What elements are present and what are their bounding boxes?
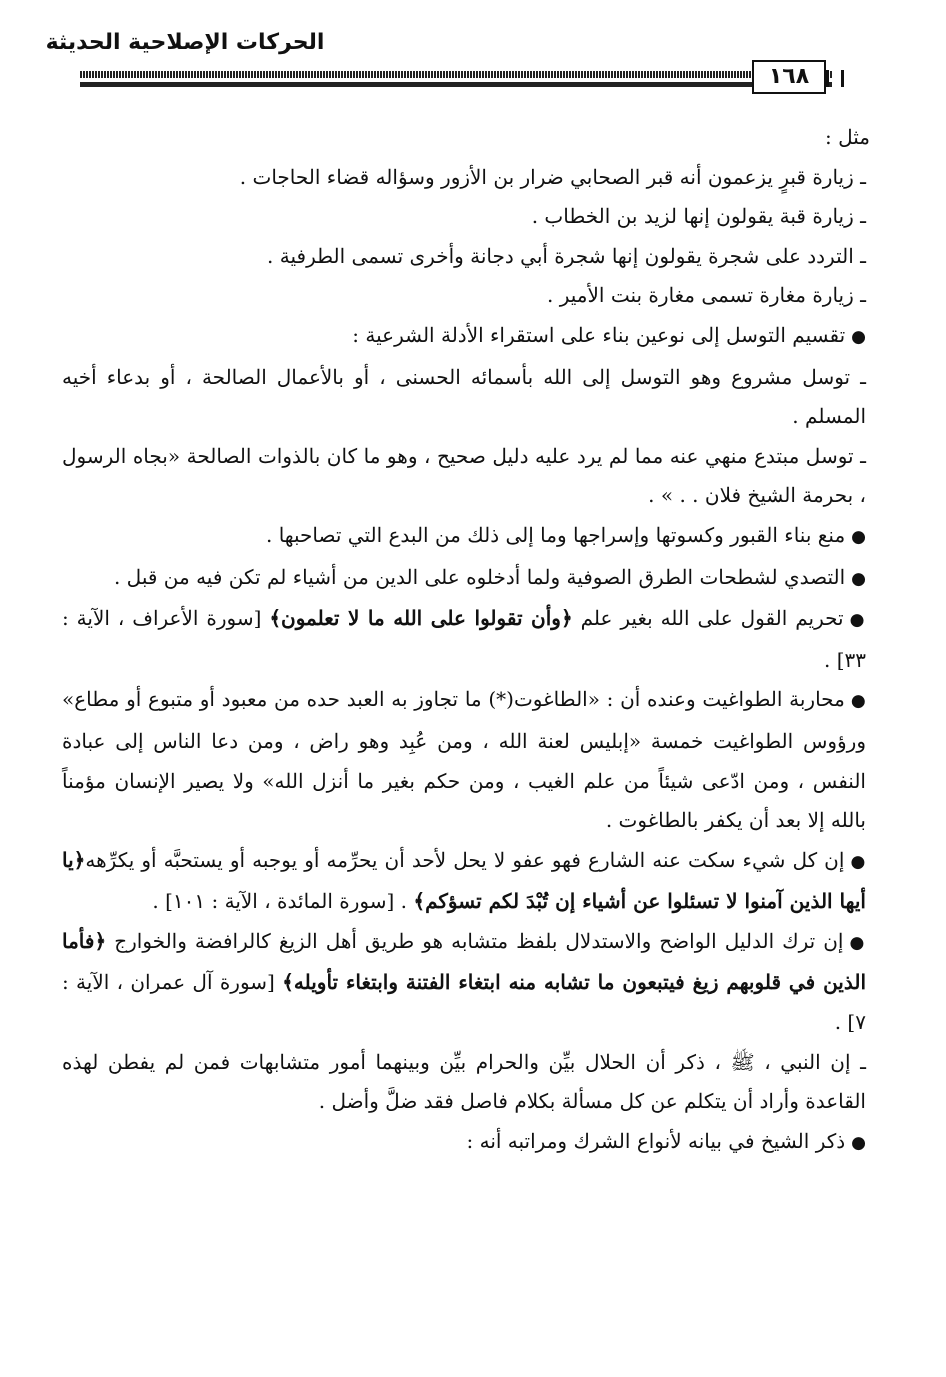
- list-item-visit-2: ـ زيارة قبة يقولون إنها لزيد بن الخطاب .: [531, 204, 866, 229]
- list-item-visit-3: ـ التردد على شجرة يقولون إنها شجرة أبي دجانة وأخرى تسمى الطرفية .: [267, 243, 866, 268]
- bullet-tawassul-heading: [62, 316, 870, 358]
- intro-line: مثل :: [825, 125, 870, 149]
- bullet-text: ذكر الشيخ في بيانه لأنواع الشرك ومراتبه أنه :: [466, 1128, 846, 1153]
- bullet-text: محاربة الطواغيت وعنده أن : «الطاغوت(*) ما تجاوز به العبد حده من معبود أو متبوع أو مطاع» ورؤوس الطواغيت خمسة «إبليس لعنة الله ، ومن عُبِد وهو راض ، ومن دعا الناس إلى عبادة النفس ، ومن ادّعى شيئاً من علم الغيب ، ومن حكم بغير ما أنزل الله» ولا يصير الإنسان مؤمناً بالله إلا بعد أن يكفر بالطاغوت .: [62, 687, 866, 833]
- halal-paragraph: ـ إن النبي ، ﷺ ، ذكر أن الحلال بيِّن والحرام بيِّن وبينهما أمور متشابهات فمن لم يفطن لهذه القاعدة وأراد أن يتكلم عن كل مسألة بكلام فاصل فقد ضلَّ وأضل .: [62, 1049, 866, 1114]
- list-item-visit-1: ـ زيارة قبرٍ يزعمون أنه قبر الصحابي ضرار بن الأزور وسؤاله قضاء الحاجات .: [239, 164, 866, 189]
- page-body-text: [62, 118, 870, 1163]
- bullet-text: تقسيم التوسل إلى نوعين بناء على استقراء الأدلة الشرعية :: [352, 322, 846, 347]
- bullet-shirk: [62, 1122, 870, 1164]
- bullet-text: التصدي لشطحات الطرق الصوفية ولما أدخلوه على الدين من أشياء لم تكن فيه من قبل .: [113, 564, 846, 589]
- running-header-title: الحركات الإصلاحية الحديثة: [45, 30, 325, 55]
- bullet-text: إن كل شيء سكت عنه الشارع فهو عفو لا يحل لأحد أن يحرِّمه أو يوجبه أو يستحبَّه أو يكرِّهه: [85, 847, 845, 872]
- bullet-graves: [62, 516, 870, 558]
- verse-reference: [سورة الأعراف ، الآية : ٣٣] .: [62, 606, 866, 672]
- bullet-text: منع بناء القبور وكسوتها وإسراجها وما إلى ذلك من البدع التي تصاحبها .: [265, 522, 846, 547]
- verse-reference: . [سورة المائدة ، الآية : ١٠١] .: [152, 889, 414, 914]
- bullet-sufi: [62, 558, 870, 600]
- verse-reference: [سورة آل عمران ، الآية : ٧] .: [62, 970, 866, 1035]
- bullet-speech: [62, 599, 870, 680]
- bullet-ambiguity: [62, 922, 870, 1043]
- header-rule-pattern: [80, 71, 832, 78]
- quran-verse: ﴿وأن تقولوا على الله ما لا تعلمون﴾: [269, 606, 573, 631]
- quran-verse: ﴿فأما الذين في قلوبهم زيغ فيتبعون ما تشابه منه ابتغاء الفتنة وابتغاء تأويله﴾: [62, 928, 867, 995]
- bullet-taghut: [62, 680, 870, 840]
- bullet-text: تحريم القول على الله بغير علم: [572, 606, 844, 631]
- list-item-visit-4: ـ زيارة مغارة تسمى مغارة بنت الأمير .: [547, 283, 866, 308]
- header-rule-solid: [80, 82, 832, 87]
- header-rule-end-ornament: [826, 70, 844, 87]
- tawassul-innovated: ـ توسل مبتدع منهي عنه مما لم يرد عليه دليل صحيح ، وهو ما كان بالذوات الصالحة «بجاه الرسول ، بحرمة الشيخ فلان . . » .: [62, 443, 866, 508]
- bullet-text: إن ترك الدليل الواضح والاستدلال بلفظ متشابه هو طريق أهل الزيغ كالرافضة والخوارج: [106, 928, 844, 953]
- page-number-box: ١٦٨: [752, 60, 826, 94]
- tawassul-lawful: ـ توسل مشروع وهو التوسل إلى الله بأسمائه الحسنى ، أو بالأعمال الصالحة ، أو بدعاء أخيه المسلم .: [62, 364, 866, 429]
- bullet-silence: [62, 841, 870, 922]
- quran-verse: ﴿يا أيها الذين آمنوا لا تسئلوا عن أشياء إن تُبْدَ لكم تسؤكم﴾: [62, 847, 866, 914]
